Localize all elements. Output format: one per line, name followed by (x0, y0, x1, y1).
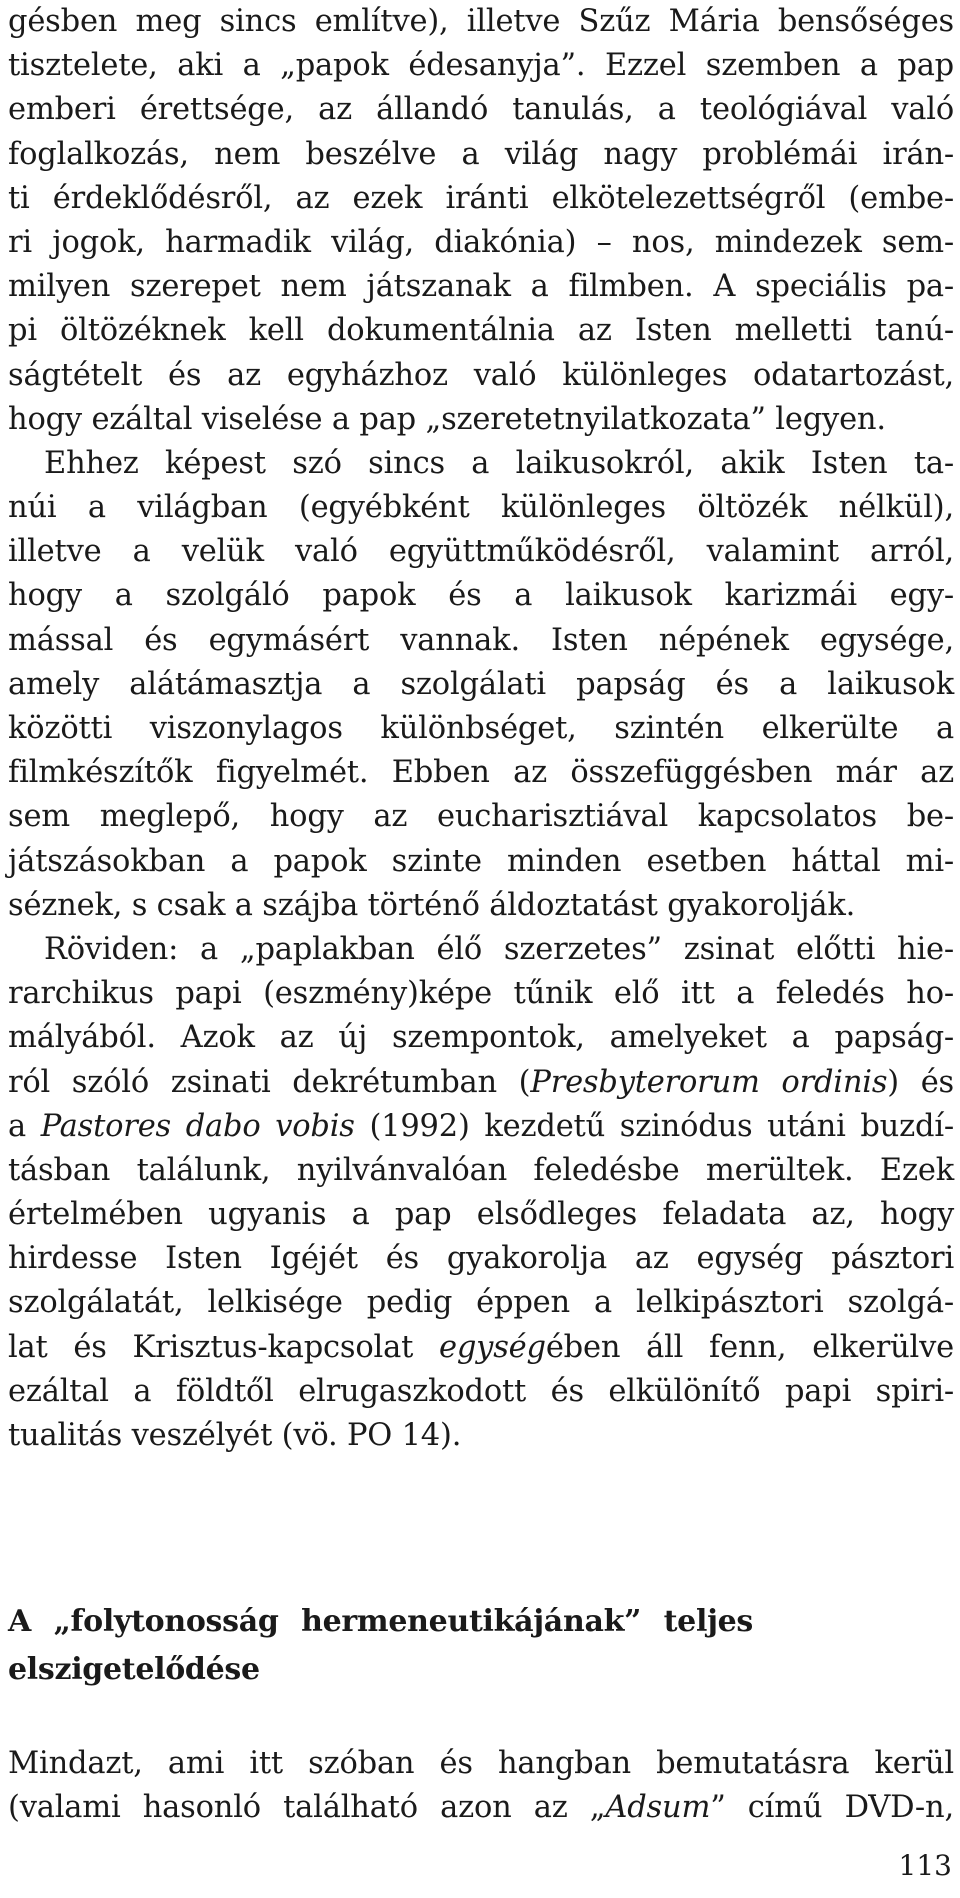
text-line: milyen szerepet nem játszanak a filmben. A speciális pa- (8, 269, 954, 305)
heading-line: elszigetelődése (8, 1652, 260, 1687)
text-line: hirdesse Isten Igéjét és gyakorolja az egység pásztori (8, 1241, 954, 1277)
text-line: Röviden: a „paplakban élő szerzetes” zsinat előtti hie- (44, 931, 954, 967)
text-segment: ) és (887, 1064, 954, 1100)
italic-title: Adsum (605, 1790, 711, 1826)
text-line: ezáltal a földtől elrugaszkodott és elkülönítő papi spiri- (8, 1373, 954, 1409)
text-line: núi a világban (egyébként különleges öltözék nélkül), (8, 490, 954, 526)
text-line: Ehhez képest szó sincs a laikusokról, akik Isten ta- (44, 445, 954, 481)
text-segment: ében áll fenn, elkerülve (545, 1329, 954, 1365)
text-line: rarchikus papi (eszmény)képe tűnik elő itt a feledés ho- (8, 976, 954, 1012)
page-number: 113 (898, 1849, 952, 1882)
text-segment: (valami hasonló található azon az „ (8, 1790, 606, 1826)
text-line: ri jogok, harmadik világ, diakónia) – nos, mindezek sem- (8, 224, 954, 260)
text-line: gésben meg sincs említve), illetve Szűz Mária bensőséges (8, 4, 954, 39)
text-segment: (1992) kezdetű szinódus utáni buzdí- (354, 1108, 954, 1144)
heading-line: A „folytonosság hermeneutikájának” teljes (8, 1604, 753, 1639)
text-line: amely alátámasztja a szolgálati papság és a laikusok (8, 666, 954, 702)
text-line: hogy a szolgáló papok és a laikusok karizmái egy- (8, 578, 954, 614)
text-line (8, 1326, 954, 1370)
text-line: mályából. Azok az új szempontok, amelyeket a papság- (8, 1020, 954, 1056)
text-line: szolgálatát, lelkisége pedig éppen a lelkipásztori szolgá- (8, 1285, 954, 1321)
italic-title: Presbyterorum ordinis (530, 1064, 888, 1100)
text-segment: a (8, 1108, 41, 1144)
text-line: emberi érettsége, az állandó tanulás, a teológiával való (8, 92, 954, 128)
text-line: illetve a velük való együttműködésről, valamint arról, (8, 534, 954, 570)
text-line (8, 1786, 954, 1830)
text-line: ságtételt és az egyházhoz való különleges odatartozást, (8, 357, 954, 393)
italic-title: Pastores dabo vobis (40, 1108, 355, 1144)
text-line: sem meglepő, hogy az eucharisztiával kapcsolatos be- (8, 799, 954, 835)
text-segment: ” című DVD-n, (710, 1790, 954, 1826)
text-line (8, 1105, 954, 1149)
text-line: tisztelete, aki a „papok édesanyja”. Ezzel szemben a pap (8, 48, 954, 84)
section-body-text (8, 1742, 954, 1830)
text-line: tásban találunk, nyilvánvalóan feledésbe merültek. Ezek (8, 1152, 954, 1188)
text-line: mással és egymásért vannak. Isten népének egysége, (8, 622, 954, 658)
text-line: ti érdeklődésről, az ezek iránti elkötelezettségről (embe- (8, 180, 954, 216)
text-line: értelmében ugyanis a pap elsődleges feladata az, hogy (8, 1197, 954, 1233)
text-line: pi öltözéknek kell dokumentálnia az Isten melletti tanú- (8, 313, 954, 349)
text-line: tualitás veszélyét (vö. PO 14). (8, 1418, 462, 1453)
body-text (8, 0, 954, 1458)
text-segment: ról szóló zsinati dekrétumban ( (8, 1064, 531, 1100)
text-line: Mindazt, ami itt szóban és hangban bemutatásra kerül (8, 1746, 954, 1781)
text-line: foglalkozás, nem beszélve a világ nagy problémái irán- (8, 136, 954, 172)
text-line: közötti viszonylagos különbséget, szintén elkerülte a (8, 711, 954, 746)
section-heading (8, 1598, 954, 1694)
italic-emphasis: egység (438, 1329, 546, 1365)
text-segment: lat és Krisztus-kapcsolat (8, 1329, 439, 1365)
text-line: filmkészítők figyelmét. Ebben az összefüggésben már az (8, 755, 954, 791)
text-line (8, 1061, 954, 1105)
text-line: hogy ezáltal viselése a pap „szeretetnyilatkozata” legyen. (8, 401, 886, 437)
text-line: játszásokban a papok szinte minden esetben háttal mi- (8, 843, 954, 879)
text-line: séznek, s csak a szájba történő áldoztatást gyakorolják. (8, 887, 856, 923)
